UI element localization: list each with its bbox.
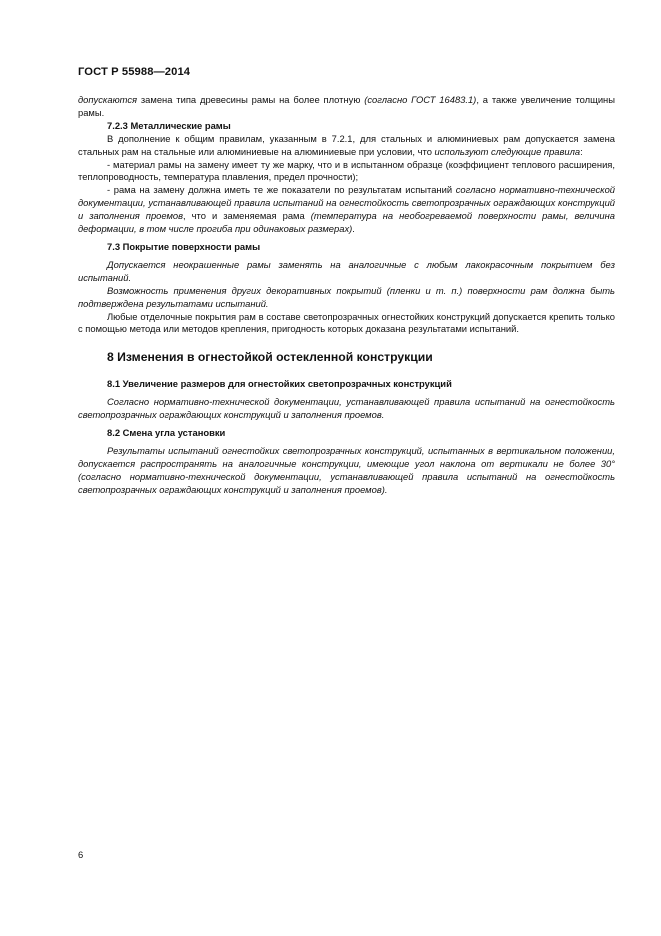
paragraph-coating-3: Любые отделочные покрытия рам в составе светопрозрачных огнестойких конструкций допускается крепить только с помощью метода или методов крепления, пригодность которых доказана результатами испытаний. xyxy=(78,310,615,335)
text: замена типа древесины рамы на более плотную xyxy=(137,94,365,105)
italic-text: допускаются xyxy=(78,94,138,105)
heading-8-2: 8.2 Смена угла установки xyxy=(107,426,226,438)
document-body xyxy=(78,94,615,496)
paragraph-metal-frames xyxy=(78,133,615,159)
heading-7-3: 7.3 Покрытие поверхности рамы xyxy=(107,240,261,252)
text: : xyxy=(580,145,583,157)
italic-text: используют следующие правила xyxy=(434,145,581,157)
italic-text: (согласно ГОСТ 16483.1) xyxy=(364,94,477,105)
italic-text: согласно нормативно-технической документации, устанавливающей правила испытаний на огнестойкость светопрозрачных ограждающих конструкций и заполнения проемов xyxy=(78,184,616,222)
italic-text: (температура на необогреваемой поверхности рамы, величина деформации, в том числе прогиба при одинаковых размерах) xyxy=(78,210,615,235)
italic-text: Возможность применения других декоративных покрытий (пленки и т. п.) поверхности рам должна быть подтверждена результатами испытаний. xyxy=(78,284,615,309)
text: В дополнение к общим правилам, указанным в 7.2.1, для стальных и алюминиевых рам допускается замена стальных рам на стальные или алюминиевые на алюминиевые при условии, что xyxy=(78,132,615,157)
list-item-material: - материал рамы на замену имеет ту же марку, что и в испытанном образце (коэффициент теплового расширения, теплопроводность, температура плавления, предел прочности); xyxy=(78,158,615,183)
paragraph-8-2 xyxy=(78,445,615,497)
text: . xyxy=(352,223,355,235)
page-number: 6 xyxy=(78,849,84,860)
paragraph-coating-1 xyxy=(78,259,615,285)
document-header: ГОСТ Р 55988—2014 xyxy=(78,66,191,78)
italic-text: Допускается неокрашенные рамы заменять на аналогичные с любым лакокрасочным покрытием без испытаний. xyxy=(78,258,615,283)
text: , что и заменяемая рама xyxy=(183,210,311,222)
heading-section-8: 8 Изменения в огнестойкой остекленной конструкции xyxy=(107,350,433,365)
list-item-replacement xyxy=(78,184,615,236)
paragraph-coating-2 xyxy=(78,285,615,311)
text: - рама на замену должна иметь те же показатели по результатам испытаний xyxy=(107,184,456,196)
italic-text: Результаты испытаний огнестойких светопрозрачных конструкций, испытанных в вертикальном положении, допускается распространять на аналогичные конструкции, имеющие угол наклона от вертикали не более 30° (согласно нормативно-технической документации, устанавливающей правила испытаний на огнестойкость светопрозрачных ограждающих конструкций и заполнения проемов). xyxy=(78,444,615,495)
heading-7-2-3: 7.2.3 Металлические рамы xyxy=(107,119,231,131)
paragraph-intro xyxy=(78,94,615,120)
text: , а также увеличение толщины рамы. xyxy=(78,94,615,118)
paragraph-8-1 xyxy=(78,396,615,422)
italic-text: Согласно нормативно-технической документации, устанавливающей правила испытаний на огнестойкость светопрозрачных ограждающих конструкций и заполнения проемов. xyxy=(78,396,615,421)
heading-8-1: 8.1 Увеличение размеров для огнестойких светопрозрачных конструкций xyxy=(107,378,452,390)
